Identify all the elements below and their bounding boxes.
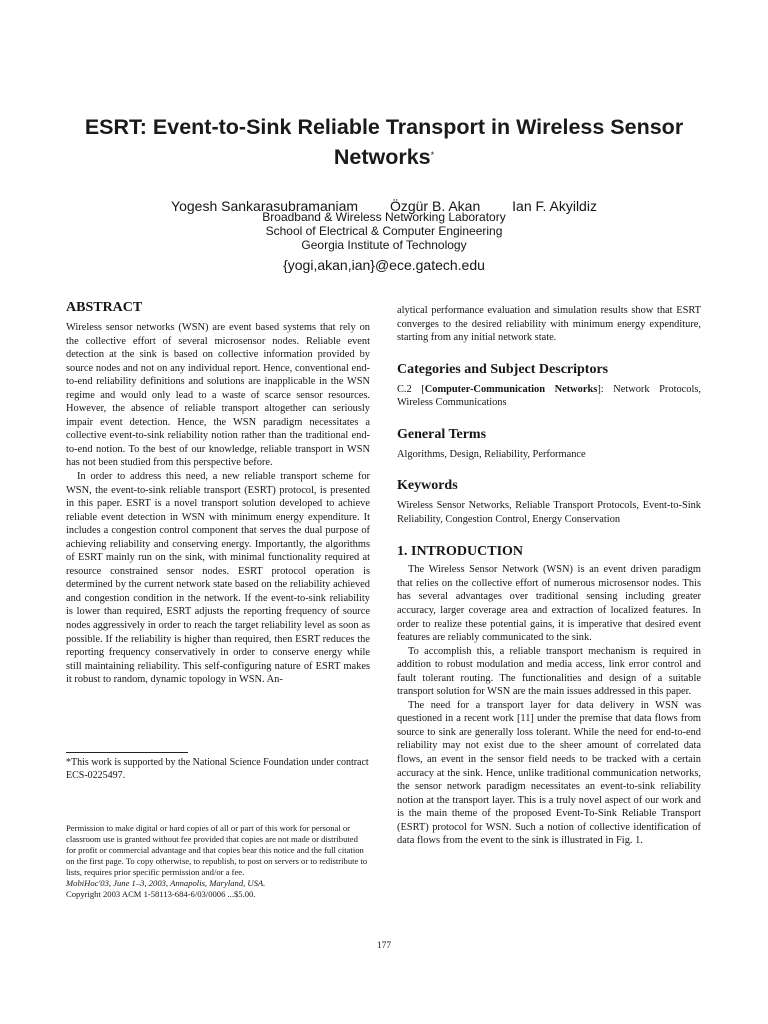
venue-line: MobiHoc'03, June 1–3, 2003, Annapolis, Maryland, USA. (66, 878, 266, 888)
intro-paragraph-2: To accomplish this, a reliable transport mechanism is required in addition to robust modulation and media access, link error control and fault tolerant routing. The functionalities and design of a suitable transport solution for WSN are the main issues addressed in this paper. (397, 645, 701, 698)
abstract-paragraph-3: alytical performance evaluation and simulation results show that ESRT converges to the desired reliability with minimum energy expenditure, starting from any initial network state. (397, 305, 701, 344)
author-1: Yogesh Sankarasubramaniam (171, 198, 359, 214)
permission-text: Permission to make digital or hard copies of all or part of this work for personal or classroom use is granted without fee provided that copies are not made or distributed for profit or commercial advantage and that copies bear this notice and the full citation on the first page. To copy otherwise, to republish, to post on servers or to redistribute to lists, requires prior specific permission and/or a fee. (66, 823, 368, 877)
right-column (397, 304, 701, 848)
affiliation-line: Broadband & Wireless Networking Laboratory (262, 210, 506, 224)
categories-heading: Categories and Subject Descriptors (397, 361, 609, 377)
category-name: Computer-Communication Networks (424, 383, 598, 395)
abstract-paragraph-1: Wireless sensor networks (WSN) are event based systems that rely on the collective effort of several microsensor nodes. Reliable event detection at the sink is based on collective information provided by source nodes and not on any individual report. Hence, conventional end-to-end reliability definitions and solutions are inapplicable in the WSN regime and would only lead to a waste of scarce sensor resources. However, the absence of reliable transport altogether can seriously impair event detection. Hence, the WSN paradigm necessitates a collective event-to-sink reliability notion rather than the traditional end-to-end notion. To the best of our knowledge, reliable transport in WSN has not been studied from this perspective before. (66, 322, 370, 469)
general-terms-text: Algorithms, Design, Reliability, Performance (397, 448, 586, 460)
affiliation-line: School of Electrical & Computer Engineering (265, 224, 503, 239)
affiliation-line: Georgia Institute of Technology (301, 238, 467, 253)
intro-paragraph-3: The need for a transport layer for data delivery in WSN was questioned in a recent work [11] under the premise that data flows from source to sink are generally loss tolerant. While the need for end-to-end reliability may not exist due to the sheer amount of correlated data flows, an event in the sensor field needs to be tracked with a certain accuracy at the sink. Hence, unlike traditional communication networks, the sensor network paradigm necessitates an event-to-sink reliability notion at the transport layer. This is a truly novel aspect of our work and is the main theme of the proposed Event-To-Sink Reliable Transport (ESRT) protocol for WSN. Such a notion of collective identification of data flows from the event to the sink is illustrated in Fig. 1. (397, 699, 701, 847)
categories-text (397, 383, 701, 410)
general-terms-heading: General Terms (397, 426, 487, 442)
intro-paragraph-1: The Wireless Sensor Network (WSN) is an event driven paradigm that relies on the collective effort of numerous microsensor nodes. This has several advantages over traditional sensing including greater accuracy, larger coverage area and extraction of localized features. In order to realize these potential gains, it is imperative that desired event features are reliably communicated to the sink. (397, 564, 701, 644)
paper-title (40, 112, 728, 172)
footnote: *This work is supported by the National Science Foundation under contract ECS-0225497. (66, 757, 369, 781)
author-2: Özgür B. Akan (389, 198, 481, 214)
keywords-heading: Keywords (397, 478, 458, 494)
copyright-line: Copyright 2003 ACM 1-58113-684-6/03/0006 ...$5.00. (66, 889, 256, 899)
title-line-1: ESRT: Event-to-Sink Reliable Transport in Wireless Sensor (84, 115, 684, 139)
title-footnote-mark: * (430, 150, 435, 160)
left-column (66, 300, 370, 687)
keywords-text: Wireless Sensor Networks, Reliable Transport Protocols, Event-to-Sink Reliability, Congestion Control, Energy Conservation (397, 500, 701, 525)
abstract-heading: ABSTRACT (66, 300, 143, 315)
abstract-paragraph-2: In order to address this need, a new reliable transport scheme for WSN, the event-to-sink reliable transport (ESRT) protocol, is presented in this paper. ESRT is a novel transport solution developed to achieve reliable event detection in WSN with minimum energy expenditure. It includes a congestion control component that serves the dual purpose of achieving reliability and conserving energy. Importantly, the algorithms of ESRT mainly run on the sink, with minimal functionality required at resource constrained sensor nodes. ESRT protocol operation is determined by the current network state based on the reliability achieved and congestion condition in the network. If the event-to-sink reliability is lower than required, ESRT adjusts the reporting frequency of source nodes aggressively in order to reach the target reliability level as soon as possible. If the reliability is higher than required, then ESRT reduces the reporting frequency conservatively in order to conserve energy while still maintaining reliability. This self-configuring nature of ESRT makes it robust to random, dynamic topology in WSN. An- (66, 471, 370, 686)
category-rest: ]: Network Protocols, Wireless Communications (397, 383, 702, 409)
page-number: 177 (376, 941, 392, 951)
author-3: Ian F. Akyildiz (512, 198, 597, 214)
footnote-rule (66, 752, 188, 753)
author-email: {yogi,akan,ian}@ece.gatech.edu (283, 257, 485, 273)
title-line-2: Networks (333, 145, 431, 169)
category-code: C.2 [ (397, 383, 425, 395)
introduction-heading: 1. INTRODUCTION (397, 544, 524, 560)
affiliation (40, 210, 728, 253)
permission-block (66, 823, 370, 900)
